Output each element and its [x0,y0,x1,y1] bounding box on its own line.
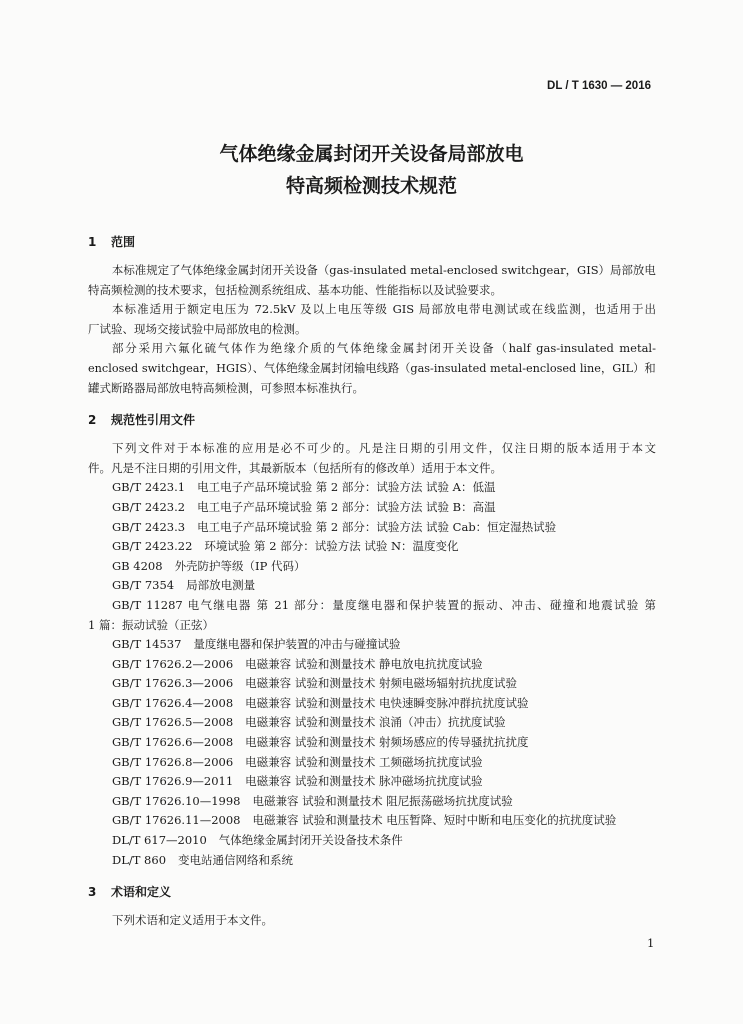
section-2-heading [88,410,656,430]
reference-title: 变电站通信网络和系统 [178,852,294,867]
reference-code: GB/T 17626.2—2006 [112,656,234,671]
reference-entry [88,851,656,871]
reference-code: GB/T 17626.4—2008 [112,695,234,710]
paragraph-line: 厂试验、现场交接试验中局部放电的检测。 [88,321,307,336]
reference-title: 电磁兼容 试验和测量技术 工频磁场抗扰度试验 [245,754,483,769]
reference-entry [88,655,656,675]
reference-entry: GB/T 11287 电气继电器 第 21 部分：量度继电器和保护装置的振动、冲击、碰撞和地震试验 第 [112,597,656,612]
section-number: 2 [88,413,97,428]
document-title [0,138,743,202]
reference-entry [88,498,656,518]
reference-entry [88,831,656,851]
reference-code: GB/T 2423.1 [112,480,186,495]
title-line-1: 气体绝缘金属封闭开关设备局部放电 [219,143,524,165]
reference-entry [88,713,656,733]
reference-entry-continued: 1 篇：振动试验（正弦） [88,617,214,632]
reference-entry [88,753,656,773]
section-3-heading [88,882,656,902]
reference-code: GB/T 17626.3—2006 [112,676,234,691]
paragraph-line: 下列术语和定义适用于本文件。 [112,913,273,928]
reference-code: GB/T 17626.11—2008 [112,813,241,828]
reference-entry [88,537,656,557]
reference-title: 气体绝缘金属封闭开关设备技术条件 [218,833,403,848]
reference-title: 环境试验 第 2 部分：试验方法 试验 N：温度变化 [204,539,459,554]
reference-code: GB/T 17626.8—2006 [112,754,234,769]
reference-title: 电磁兼容 试验和测量技术 射频电磁场辐射抗扰度试验 [245,676,517,691]
section-title: 术语和定义 [111,885,172,900]
paragraph-line: enclosed switchgear，HGIS）、气体绝缘金属封闭输电线路（gas-insulated metal-enclosed line，GIL）和 [88,360,656,375]
document-body [88,232,656,931]
paragraph-line: 罐式断路器局部放电特高频检测，可参照本标准执行。 [88,380,364,395]
title-line-2: 特高频检测技术规范 [285,175,457,197]
reference-entry [88,635,656,655]
paragraph-line: 部分采用六氟化硫气体作为绝缘介质的气体绝缘金属封闭开关设备（half gas-insulated metal- [112,341,656,356]
paragraph-line: 件。凡是不注日期的引用文件，其最新版本（包括所有的修改单）适用于本文件。 [88,460,502,475]
reference-entry [88,733,656,753]
reference-code: GB/T 2423.22 [112,539,193,554]
reference-title: 电磁兼容 试验和测量技术 射频场感应的传导骚扰抗扰度 [245,735,529,750]
reference-title: 电磁兼容 试验和测量技术 脉冲磁场抗扰度试验 [245,774,483,789]
reference-title: 电磁兼容 试验和测量技术 浪涌（冲击）抗扰度试验 [245,715,506,730]
reference-code: GB/T 7354 [112,578,175,593]
reference-code: GB/T 17626.6—2008 [112,735,234,750]
reference-entry [88,478,656,498]
reference-list [88,635,656,870]
reference-code: GB/T 17626.5—2008 [112,715,234,730]
reference-entry [88,811,656,831]
reference-title: 电磁兼容 试验和测量技术 电压暂降、短时中断和电压变化的抗扰度试验 [252,813,617,828]
reference-code: DL/T 860 [112,852,167,867]
section-number: 3 [88,885,97,900]
reference-title: 量度继电器和保护装置的冲击与碰撞试验 [193,637,401,652]
reference-code: GB/T 17626.10—1998 [112,793,241,808]
reference-list [88,478,656,596]
standard-number: DL / T 1630 — 2016 [547,80,651,92]
reference-entry [88,694,656,714]
reference-entry [88,518,656,538]
reference-title: 电工电子产品环境试验 第 2 部分：试验方法 试验 A：低温 [197,480,496,495]
section-number: 1 [88,235,97,249]
reference-entry [88,772,656,792]
reference-code: GB/T 2423.3 [112,519,186,534]
reference-code: GB 4208 [112,558,163,573]
section-title: 规范性引用文件 [111,413,196,428]
section-title: 范围 [111,235,136,249]
section-1-heading [88,232,656,252]
reference-entry [88,557,656,577]
page-number: 1 [647,936,655,950]
reference-entry [88,576,656,596]
paragraph-line: 特高频检测的技术要求，包括检测系统组成、基本功能、性能指标以及试验要求。 [88,282,502,297]
reference-code: GB/T 2423.2 [112,499,186,514]
reference-code: DL/T 617—2010 [112,833,207,848]
reference-title: 电磁兼容 试验和测量技术 静电放电抗扰度试验 [245,656,483,671]
paragraph-line: 下列文件对于本标准的应用是必不可少的。凡是注日期的引用文件，仅注日期的版本适用于本文 [112,441,656,456]
reference-entry [88,792,656,812]
reference-entry [88,674,656,694]
reference-code: GB/T 14537 [112,637,182,652]
reference-title: 电工电子产品环境试验 第 2 部分：试验方法 试验 B：高温 [197,499,496,514]
reference-title: 电磁兼容 试验和测量技术 电快速瞬变脉冲群抗扰度试验 [245,695,529,710]
reference-code: GB/T 17626.9—2011 [112,774,234,789]
paragraph-line: 本标准适用于额定电压为 72.5kV 及以上电压等级 GIS 局部放电带电测试或在线监测，也适用于出 [112,302,656,317]
paragraph-line: 本标准规定了气体绝缘金属封闭开关设备（gas-insulated metal-enclosed switchgear，GIS）局部放电 [111,263,656,277]
reference-title: 局部放电测量 [186,578,256,593]
reference-title: 电磁兼容 试验和测量技术 阻尼振荡磁场抗扰度试验 [252,793,513,808]
reference-title: 电工电子产品环境试验 第 2 部分：试验方法 试验 Cab：恒定湿热试验 [197,519,557,534]
reference-title: 外壳防护等级（IP 代码） [174,558,306,573]
